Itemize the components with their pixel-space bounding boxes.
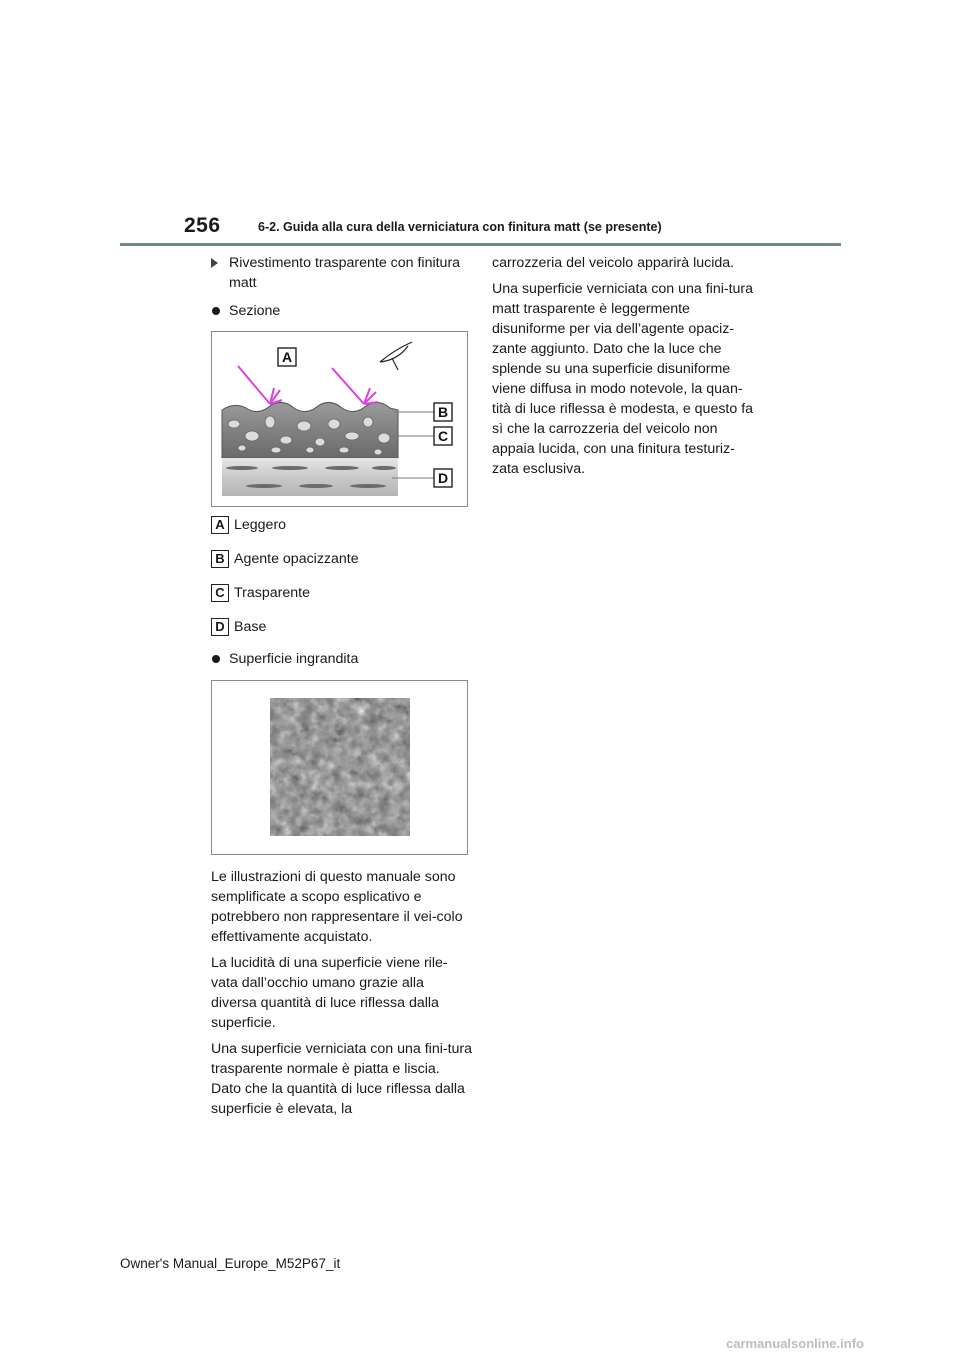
arrow-bullet-icon bbox=[211, 258, 218, 268]
legend-text-c: Trasparente bbox=[234, 585, 310, 601]
header-rule bbox=[120, 243, 841, 246]
enlarged-bullet-text: Superficie ingrandita bbox=[229, 651, 359, 667]
paragraph-3: Una superficie verniciata con una fini-tura trasparente normale è piatta e liscia. Dato che la quantità di luce riflessa dalla superficie è elevata, la bbox=[211, 1041, 473, 1117]
legend-item-a bbox=[211, 515, 473, 535]
legend-text-d: Base bbox=[234, 619, 267, 635]
legend-key-b: B bbox=[211, 550, 229, 568]
cross-section-figure bbox=[211, 331, 468, 507]
right-column bbox=[492, 253, 754, 479]
enlarged-surface-figure bbox=[211, 680, 468, 855]
paragraph-2: La lucidità di una superficie viene rile-vata dall’occhio umano grazie alla diversa quantità di luce riflessa dalla superficie. bbox=[211, 955, 448, 1031]
legend-key-a: A bbox=[211, 516, 229, 534]
bullet-dot-icon bbox=[212, 655, 220, 663]
light-rays bbox=[238, 366, 378, 404]
base-layer bbox=[222, 458, 398, 496]
section-title: 6-2. Guida alla cura della verniciatura con finitura matt (se presente) bbox=[258, 220, 662, 234]
legend-item-d bbox=[211, 617, 473, 637]
watermark: carmanualsonline.info bbox=[726, 1336, 864, 1351]
subheading bbox=[211, 253, 473, 293]
figure-label-b: B bbox=[438, 404, 449, 420]
legend-item-c bbox=[211, 583, 473, 603]
left-column bbox=[211, 253, 473, 1119]
enlarged-surface-photo bbox=[212, 681, 467, 854]
figure-label-d: D bbox=[438, 470, 449, 486]
section-bullet bbox=[211, 301, 473, 321]
paragraph-1: Le illustrazioni di questo manuale sono semplificate a scopo esplicativo e potrebbero non rappresentare il vei-colo effettivamente acquistato. bbox=[211, 869, 463, 945]
paragraph-4: carrozzeria del veicolo apparirà lucida. bbox=[492, 255, 735, 271]
figure-label-c: C bbox=[438, 428, 449, 444]
legend bbox=[211, 515, 473, 637]
paragraph-5: Una superficie verniciata con una fini-tura matt trasparente è leggermente disuniforme per via dell’agente opaciz-zante aggiunto. Dato che la luce che splende su una superficie disuniforme viene diffusa in modo notevole, la quan-tità di luce riflessa è modesta, e questo fa sì che la carrozzeria del veicolo non appaia lucida, con una finitura testuriz-zata esclusiva. bbox=[492, 281, 754, 477]
footer-text: Owner's Manual_Europe_M52P67_it bbox=[120, 1256, 341, 1271]
legend-text-a: Leggero bbox=[234, 517, 287, 533]
section-bullet-text: Sezione bbox=[229, 303, 281, 319]
legend-key-d: D bbox=[211, 618, 229, 636]
cross-section-illustration bbox=[212, 332, 467, 506]
legend-key-c: C bbox=[211, 584, 229, 602]
eye-icon bbox=[380, 342, 412, 370]
legend-item-b bbox=[211, 549, 473, 569]
legend-text-b: Agente opacizzante bbox=[234, 551, 359, 567]
page-number: 256 bbox=[184, 214, 221, 237]
bullet-dot-icon bbox=[212, 307, 220, 315]
subheading-text: Rivestimento trasparente con finitura matt bbox=[229, 255, 461, 291]
enlarged-bullet bbox=[211, 649, 473, 669]
figure-label-a: A bbox=[282, 349, 293, 365]
